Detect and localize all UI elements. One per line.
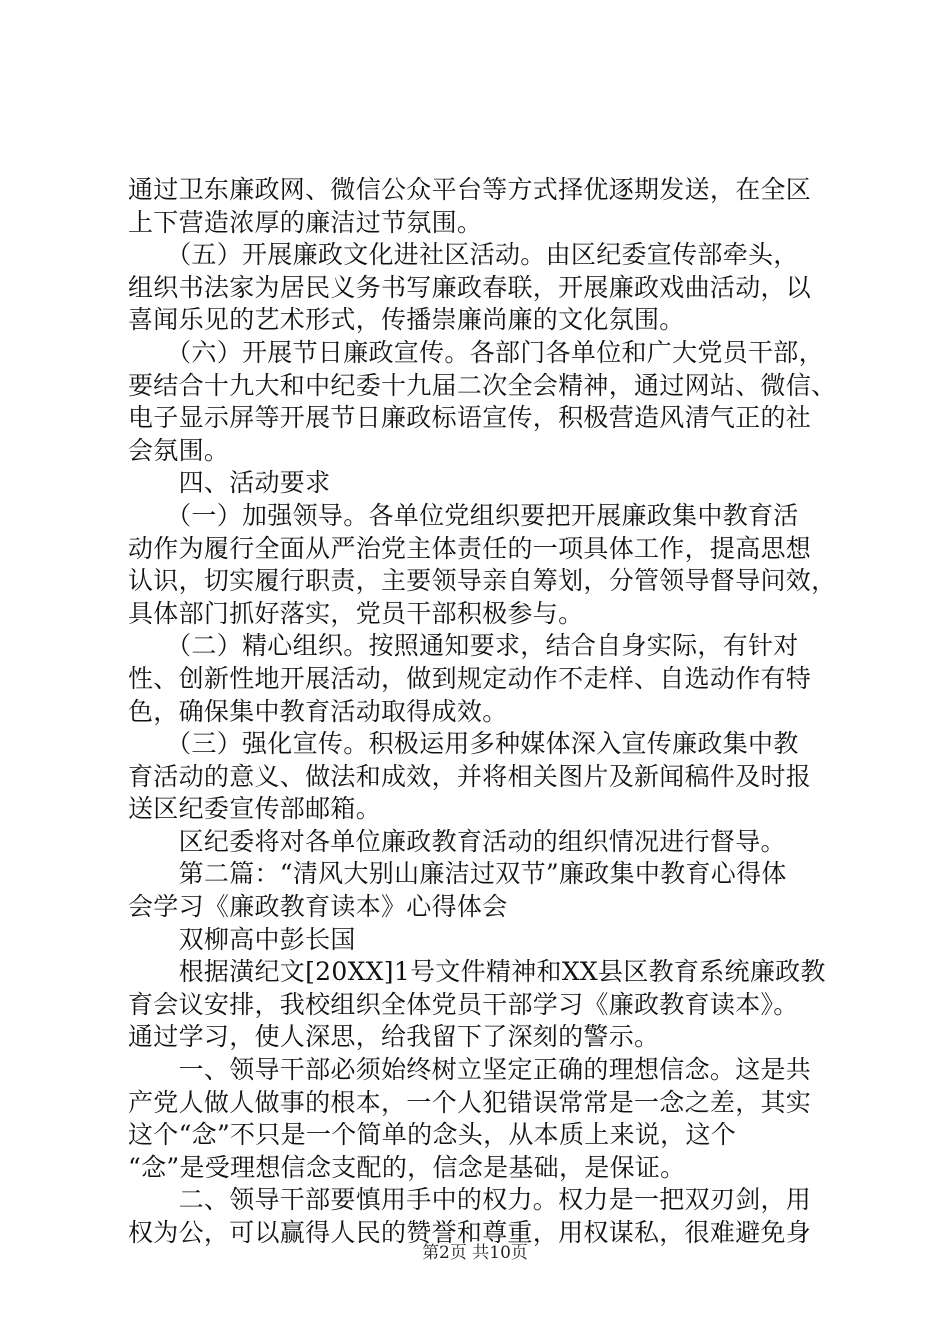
text-line: 性、创新性地开展活动，做到规定动作不走样、自选动作有特 bbox=[128, 663, 812, 693]
text-line: 通过卫东廉政网、微信公众平台等方式择优逐期发送，在全区 bbox=[128, 175, 812, 204]
text-line: 喜闻乐见的艺术形式，传播崇廉尚廉的文化氛围。 bbox=[128, 305, 685, 335]
text-line: （三）强化宣传。积极运用多种媒体深入宣传廉政集中教 bbox=[128, 729, 799, 759]
text-line: 电子显示屏等开展节日廉政标语宣传，积极营造风清气正的社 bbox=[128, 403, 812, 433]
text-line: 上下营造浓厚的廉洁过节氛围。 bbox=[128, 207, 483, 237]
text-line: 区纪委将对各单位廉政教育活动的组织情况进行督导。 bbox=[128, 826, 786, 856]
text-line: 育活动的意义、做法和成效，并将相关图片及新闻稿件及时报 bbox=[128, 761, 812, 791]
text-line: 色，确保集中教育活动取得成效。 bbox=[128, 696, 508, 726]
text-line: （五）开展廉政文化进社区活动。由区纪委宣传部牵头， bbox=[128, 240, 799, 270]
text-line: （六）开展节日廉政宣传。各部门各单位和广大党员干部， bbox=[128, 337, 824, 367]
text-line: 通过学习，使人深思，给我留下了深刻的警示。 bbox=[128, 1022, 660, 1052]
text-line: 一、领导干部必须始终树立坚定正确的理想信念。这是共 bbox=[128, 1055, 812, 1085]
text-line: （一）加强领导。各单位党组织要把开展廉政集中教育活 bbox=[128, 500, 799, 530]
document-body bbox=[128, 174, 837, 1250]
article-title: 会学习《廉政教育读本》心得体会 bbox=[128, 892, 508, 922]
text-line: 权为公，可以赢得人民的赞誉和尊重，用权谋私，很难避免身 bbox=[128, 1218, 812, 1247]
page-number-footer: 第2页 共10页 bbox=[422, 1243, 528, 1263]
text-line: “念”是受理想信念支配的，信念是基础，是保证。 bbox=[128, 1152, 686, 1182]
text-line: 产党人做人做事的根本，一个人犯错误常常是一念之差，其实 bbox=[128, 1087, 812, 1117]
text-line: 会氛围。 bbox=[128, 435, 230, 465]
text-line: 要结合十九大和中纪委十九届二次全会精神，通过网站、微信、 bbox=[128, 370, 837, 400]
text-line: 这个“念”不只是一个简单的念头，从本质上来说，这个 bbox=[128, 1120, 737, 1150]
section-heading: 四、活动要求 bbox=[128, 468, 331, 498]
text-line: 组织书法家为居民义务书写廉政春联，开展廉政戏曲活动，以 bbox=[128, 272, 812, 302]
text-line: （二）精心组织。按照通知要求，结合自身实际，有针对 bbox=[128, 631, 799, 661]
text-line: 认识，切实履行职责，主要领导亲自筹划，分管领导督导问效， bbox=[128, 566, 837, 596]
text-line: 育会议安排，我校组织全体党员干部学习《廉政教育读本》。 bbox=[128, 989, 799, 1019]
text-line: 送区纪委宣传部邮箱。 bbox=[128, 794, 382, 824]
text-line: 二、领导干部要慎用手中的权力。权力是一把双刃剑，用 bbox=[128, 1185, 812, 1215]
author-line: 双柳高中彭长国 bbox=[128, 924, 356, 954]
article-title: 第二篇：“清风大别山廉洁过双节”廉政集中教育心得体 bbox=[128, 859, 787, 889]
text-line: 动作为履行全面从严治党主体责任的一项具体工作，提高思想 bbox=[128, 533, 812, 563]
text-line: 具体部门抓好落实，党员干部积极参与。 bbox=[128, 598, 584, 628]
text-line: 根据潢纪文[20XX]1号文件精神和XX县区教育系统廉政教 bbox=[128, 957, 826, 987]
